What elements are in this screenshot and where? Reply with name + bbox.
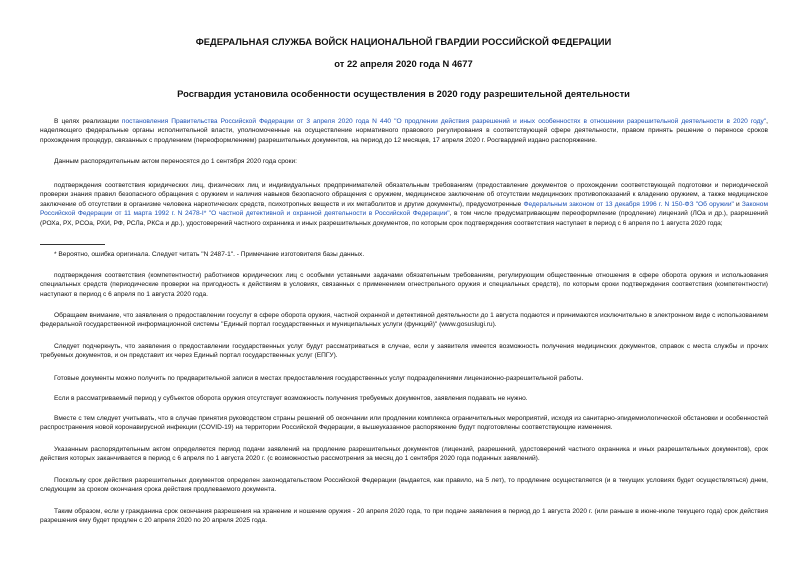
paragraph-validity: Поскольку срок действия разрешительных документов определен законодательством Российской Федерации (выдается, как правило, на 5 лет), то продление осуществляется (и в текущих условиях будет осуществляться) днем, следующим за сроком окончания срока действия продлеваемого документа. <box>40 477 768 494</box>
paragraph-deadlines-intro: Данным распорядительным актом переносятся до 1 сентября 2020 года сроки: <box>54 158 297 165</box>
paragraph-conformity-workers: подтверждения соответствия (компетентности) работников юридических лиц с особыми уставными задачами обязательным требованиям, регулирующим общественные отношения в сфере оборота оружия и использования специальных средств (периодические проверки на пригодность к действиям в условиях, связанных с применением огнестрельного оружия и специальных средств), по которым сроки подтверждения соответствия (компетентности) наступают в период с 6 апреля по 1 августа 2020 года. <box>40 272 768 298</box>
agency-heading: ФЕДЕРАЛЬНАЯ СЛУЖБА ВОЙСК НАЦИОНАЛЬНОЙ ГВАРДИИ РОССИЙСКОЙ ФЕДЕРАЦИИ <box>195 36 612 47</box>
link-government-decree-440[interactable]: постановления Правительства Российской Федерации от 3 апреля 2020 года N 440 "О продлении действия разрешений и иных особенностях в отношении разрешительной деятельности в 2020 году" <box>121 118 767 125</box>
paragraph-conformity-text-b: и <box>733 200 742 208</box>
paragraph-intro <box>40 117 768 145</box>
paragraph-filing-period: Указанным распорядительным актом определяется период подачи заявлений на продление разрешительных документов (лицензий, разрешений, удостоверений частного охранника и иных разрешительных документов), срок действия которых заканчивается в период с 6 апреля по 1 августа 2020 г. (с возможностью рассмотрения за месяц до 1 сентября 2020 года поданных заявлений). <box>40 446 768 463</box>
footnote-separator <box>40 244 105 245</box>
paragraph-conformity-individuals <box>40 181 768 228</box>
paragraph-intro-text-a: В целях реализации <box>54 118 122 125</box>
paragraph-no-documents: Если в рассматриваемый период у субъектов оборота оружия отсутствует возможность получения требуемых документов, заявления подавать не нужно. <box>54 395 528 402</box>
paragraph-electronic-filing: Обращаем внимание, что заявления о предоставлении госуслуг в сфере оборота оружия, частной охранной и детективной деятельности до 1 августа подаются и принимаются исключительно в электронном виде с использованием федеральной государственной информационной системы "Единый портал государственных и муниципальных услуги (функций)" (www.gosuslugi.ru). <box>40 312 768 329</box>
paragraph-intro-text-b: , наделяющего федеральные органы исполнительной власти, уполномоченные на осуществление нормативного правового регулирования в соответствующей сфере деятельности, правом принять решение о переносе сроков прохождения процедур, связанных с продлением (переоформлением) разрешительных документов, на период до 12 месяцев, 17 апреля 2020 г. Росгвардией издано распоряжение. <box>40 118 769 144</box>
paragraph-conformity-text-c: , в том числе предусматривающим переоформление (продление) лицензий (ЛОа и др.), разрешений (РОХа, РХ, РСОа, РХИ, РФ, РСЛа, РКСа и др.), удостоверений частного охранника и иных разрешительных документов, по которым срок подтверждения соответствия наступает в период с 6 апреля по 1 августа 2020 года; <box>40 210 768 227</box>
paragraph-pickup: Готовые документы можно получить по предварительной записи в местах предоставления государственных услуг подразделениями лицензионно-разрешительной работы. <box>54 375 584 382</box>
paragraph-conformity-text-a: подтверждения соответствия юридических лиц, физических лиц и индивидуальных предпринимателей обязательным требованиям (предоставление документов о прохождении соответствующей подготовки и периодической проверки знания правил безопасного обращения с оружием и наличия навыков безопасного обращения с оружием, медицинское заключение об отсутствии медицинских противопоказаний к владению оружием, а также медицинское заключение об отсутствии в организме человека наркотических средств, психотропных веществ и их метаболитов и другие документы), предусмотренные <box>40 182 768 208</box>
document-date-number: от 22 апреля 2020 года N 4677 <box>334 58 473 69</box>
paragraph-changes: Вместе с тем следует учитывать, что в случае принятия руководством страны решений об окончании или продлении комплекса ограничительных мероприятий, исходя из санитарно-эпидемиологической обстановки и особенностей распространения новой коронавирусной инфекции (COVID-19) на территории Российской Федерации, в вышеуказанное распоряжение будут подготовлены соответствующие изменения. <box>40 415 768 432</box>
paragraph-example: Таким образом, если у гражданина срок окончания разрешения на хранение и ношение оружия - 20 апреля 2020 года, то при подаче заявления в период до 1 августа 2020 г. (или раньше в июне-июле текущего года) срок действия разрешения ему будет продлен с 20 апреля 2020 по 20 апреля 2025 года. <box>40 508 768 525</box>
footnote: * Вероятно, ошибка оригинала. Следует читать "N 2487-1". - Примечание изготовителя базы данных. <box>54 251 365 258</box>
paragraph-documents-requirement: Следует подчеркнуть, что заявления о предоставлении государственных услуг будут рассматриваться в случае, если у заявителя имеется возможность получения медицинских документов, справок с места службы и прочих требуемых документов, и он представит их через Единый портал государственных услуг (ЕПГУ). <box>40 343 768 360</box>
link-federal-law-150[interactable]: Федеральным законом от 13 декабря 1996 г. N 150-ФЗ "Об оружии" <box>523 200 734 208</box>
document-title: Росгвардия установила особенности осуществления в 2020 году разрешительной деятельности <box>177 88 630 99</box>
link-law-2478[interactable]: Законом Российской Федерации от 11 марта 1992 г. N 2478-I* "О частной детективной и охранной деятельности в Российской Федерации" <box>40 200 768 218</box>
